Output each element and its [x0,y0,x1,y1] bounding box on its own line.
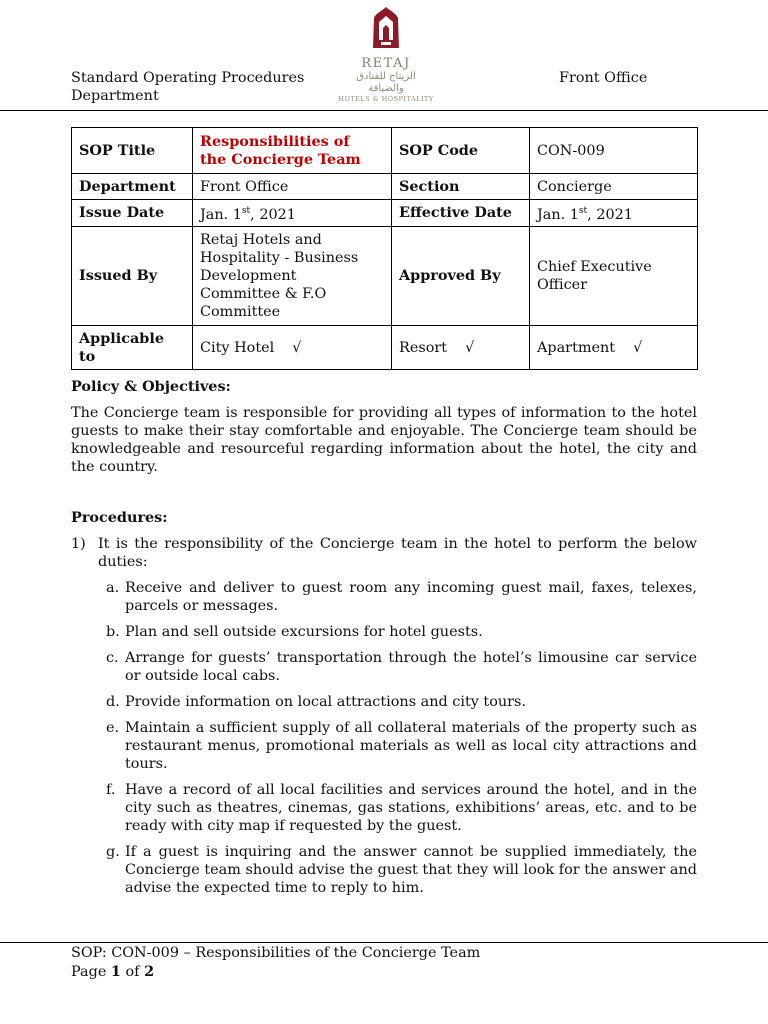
department-label: Department [72,174,193,200]
table-row [72,200,698,227]
applicable-name: Apartment [537,339,616,356]
table-row [72,326,698,370]
issued-by-line: Committee [200,304,281,320]
issued-by-line: Retaj Hotels and [200,232,322,248]
table-row [72,227,698,326]
effective-date-pre: Jan. 1 [537,206,579,223]
policy-heading: Policy & Objectives: [71,378,231,395]
table-row [72,174,698,200]
issue-date-post: , 2021 [250,206,296,223]
applicable-apartment [530,326,698,370]
duty-label: e. [106,720,120,736]
issue-date-sup: st [241,206,251,217]
applicable-label-line1: Applicable [79,329,164,347]
applicable-name: Resort [399,339,448,356]
approved-by-label: Approved By [392,227,530,326]
retaj-logo [338,6,434,104]
duty-label: a. [106,580,120,596]
page-total: 2 [144,963,155,980]
sop-title-label: SOP Title [72,128,193,174]
issue-date-label: Issue Date [72,200,193,227]
header-left [71,69,304,105]
issued-by-label: Issued By [72,227,193,326]
duty-text: If a guest is inquiring and the answer cannot be supplied immediately, the Concierge team should advise the guest that they will look for the answer and advise the expected time to reply to him. [125,844,697,896]
approved-by-value [530,227,698,326]
approved-by-line: Officer [537,277,588,293]
issued-by-value [193,227,392,326]
applicable-label-line2: to [79,347,96,365]
sop-title-value [193,128,392,174]
effective-date-value [530,200,698,227]
procedures-heading: Procedures: [71,509,168,526]
sop-title-line2: the Concierge Team [200,150,361,168]
sop-info-table [71,127,698,370]
policy-text: The Concierge team is responsible for providing all types of information to the hotel guests to make their stay comfortable and enjoyable. The Concierge team should be knowledgeable and resourceful regarding information about the hotel, the city and the country. [71,405,697,475]
effective-date-label: Effective Date [392,200,530,227]
logo-arabic-text: الريتاج للفنادق والضيافة [356,71,416,94]
sop-title-line1: Responsibilities of [200,132,350,150]
header-department-word: Department [71,88,159,104]
duty-text: Arrange for guests’ transportation through the hotel’s limousine car service or outside local cabs. [125,650,697,684]
duty-label: c. [106,650,119,666]
logo-brand-text: RETAJ [361,56,411,71]
applicable-city-hotel [193,326,392,370]
logo-subtitle: HOTELS & HOSPITALITY [338,95,434,103]
footer-page-number [71,963,154,981]
sop-code-label: SOP Code [392,128,530,174]
effective-date-post: , 2021 [587,206,633,223]
duty-text: Provide information on local attractions and city tours. [125,694,526,710]
duty-label: f. [106,782,116,798]
duty-label: g. [106,844,120,860]
issue-date-value [193,200,392,227]
footer-divider [0,942,768,943]
applicable-name: City Hotel [200,339,275,356]
checkmark-icon: √ [633,339,643,356]
procedure-text: It is the responsibility of the Concierge team in the hotel to perform the below duties: [98,536,697,570]
duty-text: Maintain a sufficient supply of all collateral materials of the property such as restaurant menus, promotional materials as well as local city attractions and tours. [125,720,697,772]
effective-date-sup: st [578,206,588,217]
issued-by-line: Development [200,268,297,284]
department-value: Front Office [193,174,392,200]
page-current: 1 [110,963,121,980]
table-row [72,128,698,174]
approved-by-line: Chief Executive [537,259,652,275]
page-of-word: of [120,964,145,980]
applicable-resort [392,326,530,370]
sop-code-value: CON-009 [530,128,698,174]
applicable-label [72,326,193,370]
retaj-emblem-icon [370,6,402,50]
header-right: Front Office [559,70,648,86]
issued-by-line: Hospitality - Business [200,250,359,266]
footer-sop-reference: SOP: CON-009 – Responsibilities of the Concierge Team [71,945,481,961]
header-sop-title: Standard Operating Procedures [71,70,305,86]
issue-date-pre: Jan. 1 [200,206,242,223]
header-divider [0,110,768,111]
section-value: Concierge [530,174,698,200]
duty-label: d. [106,694,120,710]
checkmark-icon: √ [292,339,302,356]
procedure-number: 1) [71,536,86,552]
duty-label: b. [106,624,120,640]
section-label: Section [392,174,530,200]
duty-text: Receive and deliver to guest room any incoming guest mail, faxes, telexes, parcels or messages. [125,580,697,614]
duty-text: Plan and sell outside excursions for hotel guests. [125,624,483,640]
checkmark-icon: √ [465,339,475,356]
issued-by-line: Committee & F.O [200,286,327,302]
page-word: Page [71,964,111,980]
duty-text: Have a record of all local facilities and services around the hotel, and in the city such as theatres, cinemas, gas stations, exhibitions’ areas, etc. and to be ready with city map if requested by the guest. [125,782,697,834]
